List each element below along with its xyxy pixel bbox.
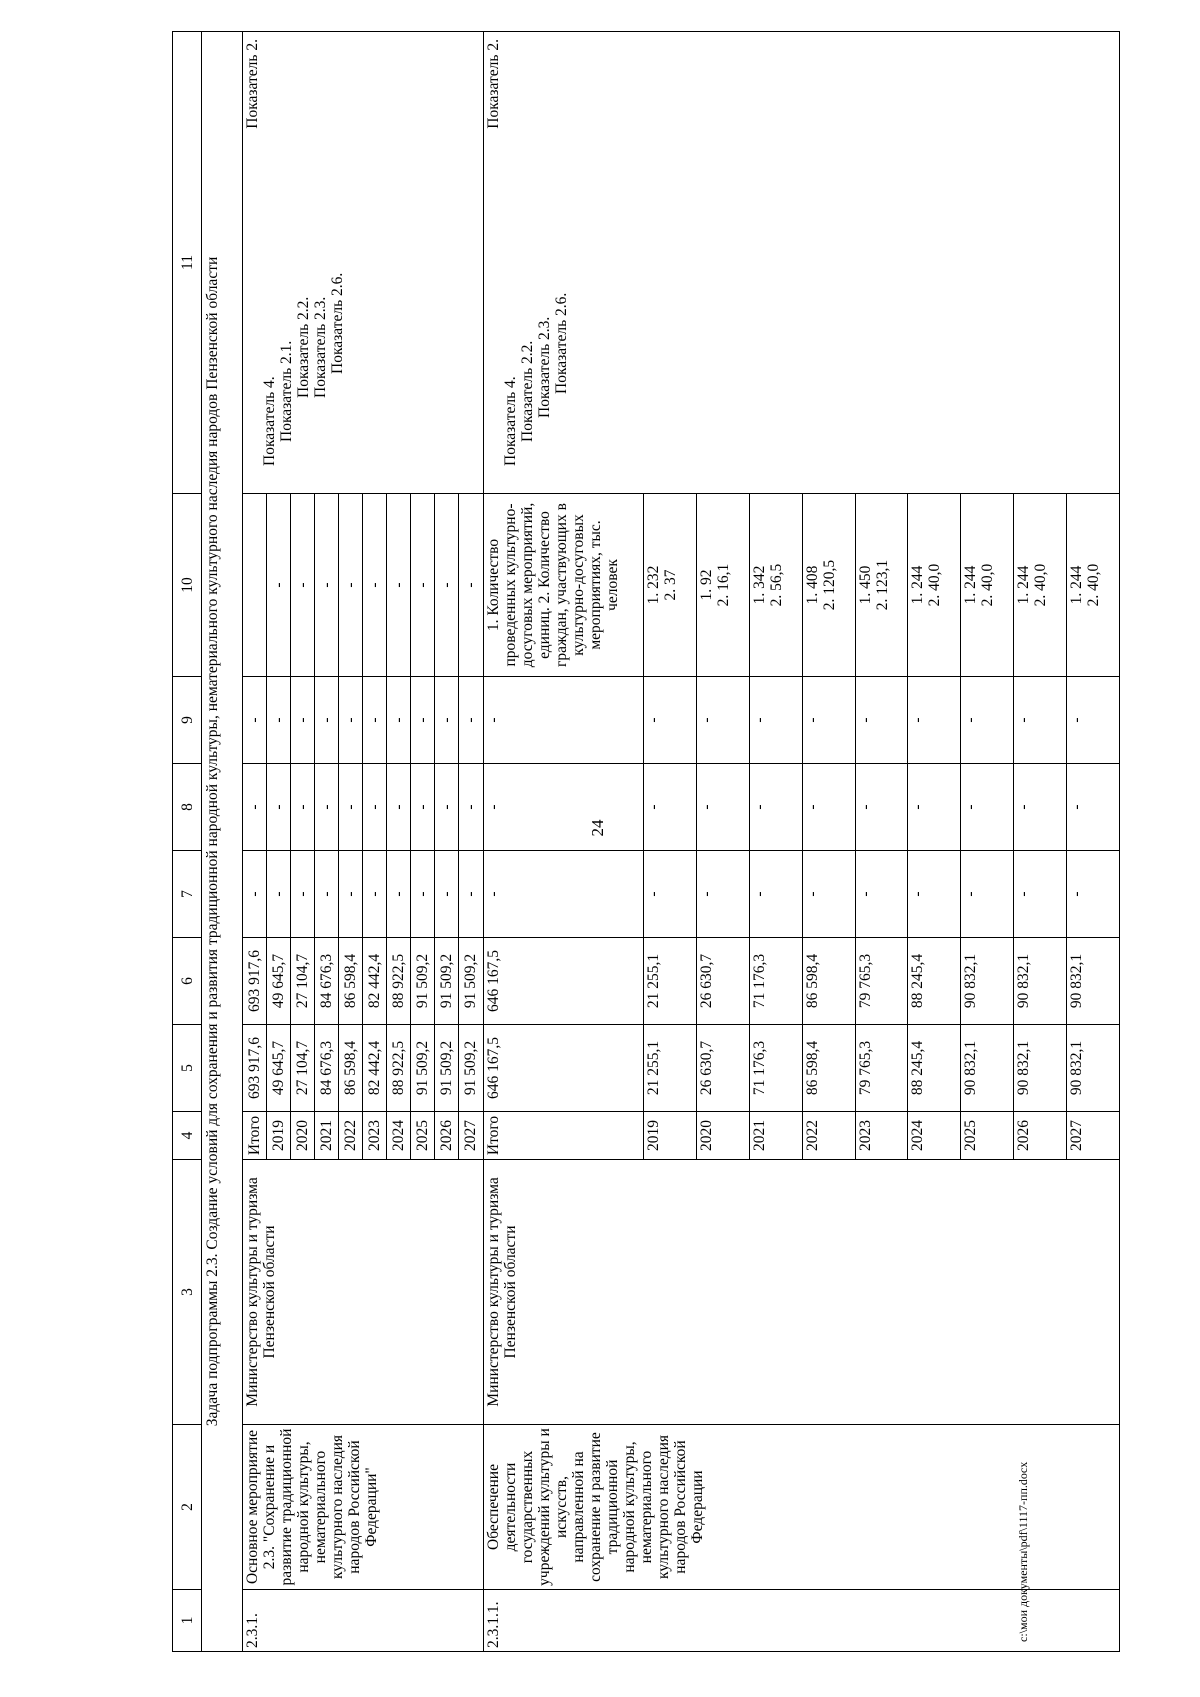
year-cell: 2019 [644, 1112, 697, 1160]
value-cell: - [315, 851, 339, 937]
value-cell: 49 645,7 [267, 1025, 291, 1111]
value-cell: 84 676,3 [315, 1025, 339, 1111]
indicator: Показатель 4. [261, 376, 278, 466]
col10-list [243, 494, 483, 676]
row-code: 2.3.1.1. [484, 1590, 1120, 1652]
value-cell: - [435, 494, 459, 676]
year-cell: 2027 [462, 1120, 479, 1151]
value-cell: - [363, 494, 387, 676]
target-value: 2. 120,5 [820, 559, 838, 611]
col-number: 7 [173, 851, 202, 938]
value-cell: 86 598,4 [339, 1025, 363, 1111]
col-number: 1 [173, 1590, 202, 1652]
value-cell: 693 917,6 [243, 1025, 267, 1111]
target-value: 1. 244 [1015, 565, 1033, 605]
target-description: 1. Количество проведенных культурно-досуговых мероприятий, единиц. 2. Количество граждан, участвующих в культурно-досуговых мероприятиях, тыс. человек [484, 494, 644, 677]
value-cell: 90 832,1 [1067, 1025, 1120, 1112]
target-values [855, 494, 908, 677]
col6-list [243, 938, 483, 1024]
value-cell: 91 509,2 [462, 1040, 479, 1096]
value-cell: - [696, 764, 749, 851]
value-cell: - [802, 851, 855, 938]
value-cell: 91 509,2 [411, 938, 435, 1024]
year-cell: 2022 [339, 1112, 363, 1159]
indicator: Показатель 2. [244, 39, 261, 129]
indicator: Показатель 2.6. [553, 292, 570, 394]
year-cell: 2019 [267, 1112, 291, 1159]
value-cell: - [484, 764, 644, 851]
value-cell: 26 630,7 [696, 938, 749, 1025]
year-cell: 2023 [363, 1112, 387, 1159]
value-cell: 646 167,5 [484, 938, 644, 1025]
value-cell: 86 598,4 [802, 938, 855, 1025]
target-values [749, 494, 802, 677]
row-executor: Министерство культуры и туризма Пензенской области [243, 1160, 484, 1425]
col-number: 9 [173, 677, 202, 764]
year-cell: 2020 [291, 1112, 315, 1159]
value-cell: - [855, 851, 908, 938]
target-values [961, 494, 1014, 677]
value-cell: - [243, 851, 267, 937]
value-cell: - [435, 677, 459, 763]
value-cell: - [908, 677, 961, 764]
value-cell: 86 598,4 [802, 1025, 855, 1112]
indicators-cell [484, 32, 1120, 494]
value-cell: - [696, 851, 749, 938]
value-cell: - [435, 764, 459, 850]
col-number: 2 [173, 1425, 202, 1590]
target-value: 2. 37 [662, 569, 679, 601]
value-cell: - [243, 764, 267, 850]
col-number: 5 [173, 1025, 202, 1112]
value-cell: 71 176,3 [749, 1025, 802, 1112]
target-values [1067, 494, 1120, 677]
task-row [202, 32, 243, 1652]
indicator: Показатель 2.2. [295, 296, 312, 398]
value-cell: - [435, 851, 459, 937]
value-cell: - [267, 764, 291, 850]
value-cell: 82 442,4 [363, 1025, 387, 1111]
value-cell: - [462, 717, 479, 723]
year-cell: 2022 [802, 1112, 855, 1160]
indicator: Показатель 2.3. [312, 296, 329, 398]
year-cell: 2021 [749, 1112, 802, 1160]
year-cell: 2023 [855, 1112, 908, 1160]
value-cell: - [1014, 764, 1067, 851]
row-executor: Министерство культуры и туризма Пензенской области [484, 1160, 1120, 1425]
value-cell: - [644, 851, 697, 938]
col-number: 3 [173, 1160, 202, 1425]
col5-list [243, 1025, 483, 1111]
value-cell: - [484, 677, 644, 764]
col-number: 6 [173, 938, 202, 1025]
value-cell: 88 245,4 [908, 938, 961, 1025]
value-cell: 84 676,3 [315, 938, 339, 1024]
row-name: Обеспечение деятельности государственных учреждений культуры и искусств, направленной на сохранение и развитие традиционной народной культуры, нематериального культурного наследия народов Российской Федерации [484, 1425, 1120, 1590]
value-cell: 27 104,7 [291, 938, 315, 1024]
value-cell: 90 832,1 [1014, 1025, 1067, 1112]
year-cell: Итого [243, 1112, 267, 1159]
value-cell: - [387, 764, 411, 850]
page-number: 24 [588, 819, 607, 837]
value-cell: 71 176,3 [749, 938, 802, 1025]
target-value: 2. 123,1 [873, 559, 891, 611]
value-cell: 90 832,1 [1067, 938, 1120, 1025]
value-cell: 90 832,1 [961, 1025, 1014, 1112]
col7-list [243, 851, 483, 937]
col-number: 10 [173, 494, 202, 677]
target-value: 1. 244 [1068, 565, 1085, 605]
indicator: Показатель 2.6. [329, 272, 346, 374]
table-row [243, 32, 484, 1652]
value-cell: - [411, 494, 435, 676]
indicator: Показатель 2.2. [519, 340, 536, 442]
value-cell: - [644, 764, 697, 851]
value-cell: - [802, 677, 855, 764]
target-values [644, 494, 697, 677]
value-cell: - [339, 494, 363, 676]
value-cell: 79 765,3 [855, 1025, 908, 1112]
col9-list [243, 677, 483, 763]
value-cell: - [339, 677, 363, 763]
indicator: Показатель 2.3. [536, 316, 553, 418]
value-cell: - [291, 677, 315, 763]
value-cell: 90 832,1 [1014, 938, 1067, 1025]
year-cell: 2026 [435, 1112, 459, 1159]
value-cell: - [315, 764, 339, 850]
value-cell: - [961, 851, 1014, 938]
value-cell: - [387, 851, 411, 937]
col-number: 8 [173, 764, 202, 851]
indicator: Показатель 2.1. [278, 340, 295, 442]
value-cell: - [267, 851, 291, 937]
target-values [908, 494, 961, 677]
value-cell: - [387, 677, 411, 763]
target-values [1014, 494, 1067, 677]
year-cell: 2025 [961, 1112, 1014, 1160]
target-value: 2. 40,0 [1032, 563, 1050, 607]
value-cell: - [291, 851, 315, 937]
target-value: 2. 40,0 [979, 563, 997, 607]
value-cell: - [291, 764, 315, 850]
value-cell: 82 442,4 [363, 938, 387, 1024]
value-cell: 21 255,1 [644, 938, 697, 1025]
target-value: 1. 450 [856, 565, 874, 605]
year-cell: 2027 [1067, 1112, 1120, 1160]
value-cell: - [462, 804, 479, 810]
year-cell: 2024 [908, 1112, 961, 1160]
value-cell: 91 509,2 [435, 938, 459, 1024]
value-cell: - [462, 891, 479, 897]
value-cell: 91 509,2 [411, 1025, 435, 1111]
value-cell: 91 509,2 [435, 1025, 459, 1111]
target-value: 2. 16,1 [714, 563, 732, 607]
value-cell: - [243, 677, 267, 763]
indicator: Показатель 4. [502, 376, 519, 466]
value-cell: - [1014, 677, 1067, 764]
value-cell: - [855, 764, 908, 851]
target-value: 1. 244 [909, 565, 927, 605]
value-cell: 86 598,4 [339, 938, 363, 1024]
value-cell: - [411, 851, 435, 937]
target-value: 1. 232 [645, 565, 662, 605]
value-cell: - [315, 494, 339, 676]
value-cell: 88 245,4 [908, 1025, 961, 1112]
rotated-table-container [172, 32, 1120, 1652]
value-cell: - [696, 677, 749, 764]
value-cell: 88 922,5 [387, 938, 411, 1024]
value-cell: - [363, 764, 387, 850]
year-cell: 2020 [696, 1112, 749, 1160]
target-value: 1. 244 [962, 565, 980, 605]
year-list [243, 1112, 483, 1159]
value-cell: 27 104,7 [291, 1025, 315, 1111]
value-cell: - [339, 764, 363, 850]
target-value: 2. 56,5 [767, 563, 785, 607]
target-values [696, 494, 749, 677]
value-cell: - [267, 677, 291, 763]
target-value: 1. 408 [803, 565, 821, 605]
value-cell: - [1014, 851, 1067, 938]
value-cell: - [1067, 851, 1120, 938]
task-title: Задача подпрограммы 2.3. Создание условий для сохранения и развития традиционной народной культуры, нематериального культурного наследия народов Пензенской области [202, 32, 243, 1652]
column-number-row [173, 32, 202, 1652]
value-cell: - [387, 494, 411, 676]
value-cell: - [291, 494, 315, 676]
value-cell: 21 255,1 [644, 1025, 697, 1112]
year-cell: 2026 [1014, 1112, 1067, 1160]
value-cell: - [363, 677, 387, 763]
value-cell: 88 922,5 [387, 1025, 411, 1111]
value-cell: 693 917,6 [243, 938, 267, 1024]
value-cell: 91 509,2 [462, 953, 479, 1009]
value-cell: 90 832,1 [961, 938, 1014, 1025]
col-number: 11 [173, 32, 202, 494]
program-table [172, 31, 1120, 1652]
target-value: 1. 92 [697, 569, 715, 601]
value-cell: - [749, 851, 802, 938]
value-cell: - [462, 582, 479, 588]
year-cell: 2025 [411, 1112, 435, 1159]
table-row [484, 32, 644, 1652]
value-cell: - [644, 677, 697, 764]
target-value: 1. 342 [750, 565, 768, 605]
year-cell: 2024 [387, 1112, 411, 1159]
value-cell: - [1067, 677, 1120, 764]
value-cell: - [484, 851, 644, 938]
value-cell: - [411, 677, 435, 763]
value-cell: - [749, 677, 802, 764]
value-cell [243, 494, 267, 676]
value-cell: - [315, 677, 339, 763]
value-cell: - [961, 764, 1014, 851]
indicator: Показатель 2. [485, 39, 502, 129]
footer-file-path: c:\мои документы\pdf\1117-пп.docx [1016, 1461, 1030, 1642]
indicators-cell [243, 32, 484, 494]
year-cell: Итого [484, 1112, 644, 1160]
value-cell: 49 645,7 [267, 938, 291, 1024]
col-number: 4 [173, 1112, 202, 1160]
row-name: Основное мероприятие 2.3. "Сохранение и развитие традиционной народной культуры, нематериального культурного наследия народов Российской Федерации" [243, 1425, 484, 1590]
target-value: 2. 40,0 [926, 563, 944, 607]
target-values [802, 494, 855, 677]
value-cell: - [855, 677, 908, 764]
value-cell: - [363, 851, 387, 937]
value-cell: 26 630,7 [696, 1025, 749, 1112]
col8-list [243, 764, 483, 850]
value-cell: - [1067, 764, 1120, 851]
value-cell: - [961, 677, 1014, 764]
target-value: 2. 40,0 [1085, 563, 1102, 607]
value-cell: - [802, 764, 855, 851]
value-cell: - [908, 764, 961, 851]
value-cell: - [411, 764, 435, 850]
value-cell: 646 167,5 [484, 1025, 644, 1112]
value-cell: 79 765,3 [855, 938, 908, 1025]
row-code: 2.3.1. [243, 1590, 484, 1652]
value-cell: - [749, 764, 802, 851]
value-cell: - [339, 851, 363, 937]
value-cell: - [908, 851, 961, 938]
year-cell: 2021 [315, 1112, 339, 1159]
value-cell: - [267, 494, 291, 676]
